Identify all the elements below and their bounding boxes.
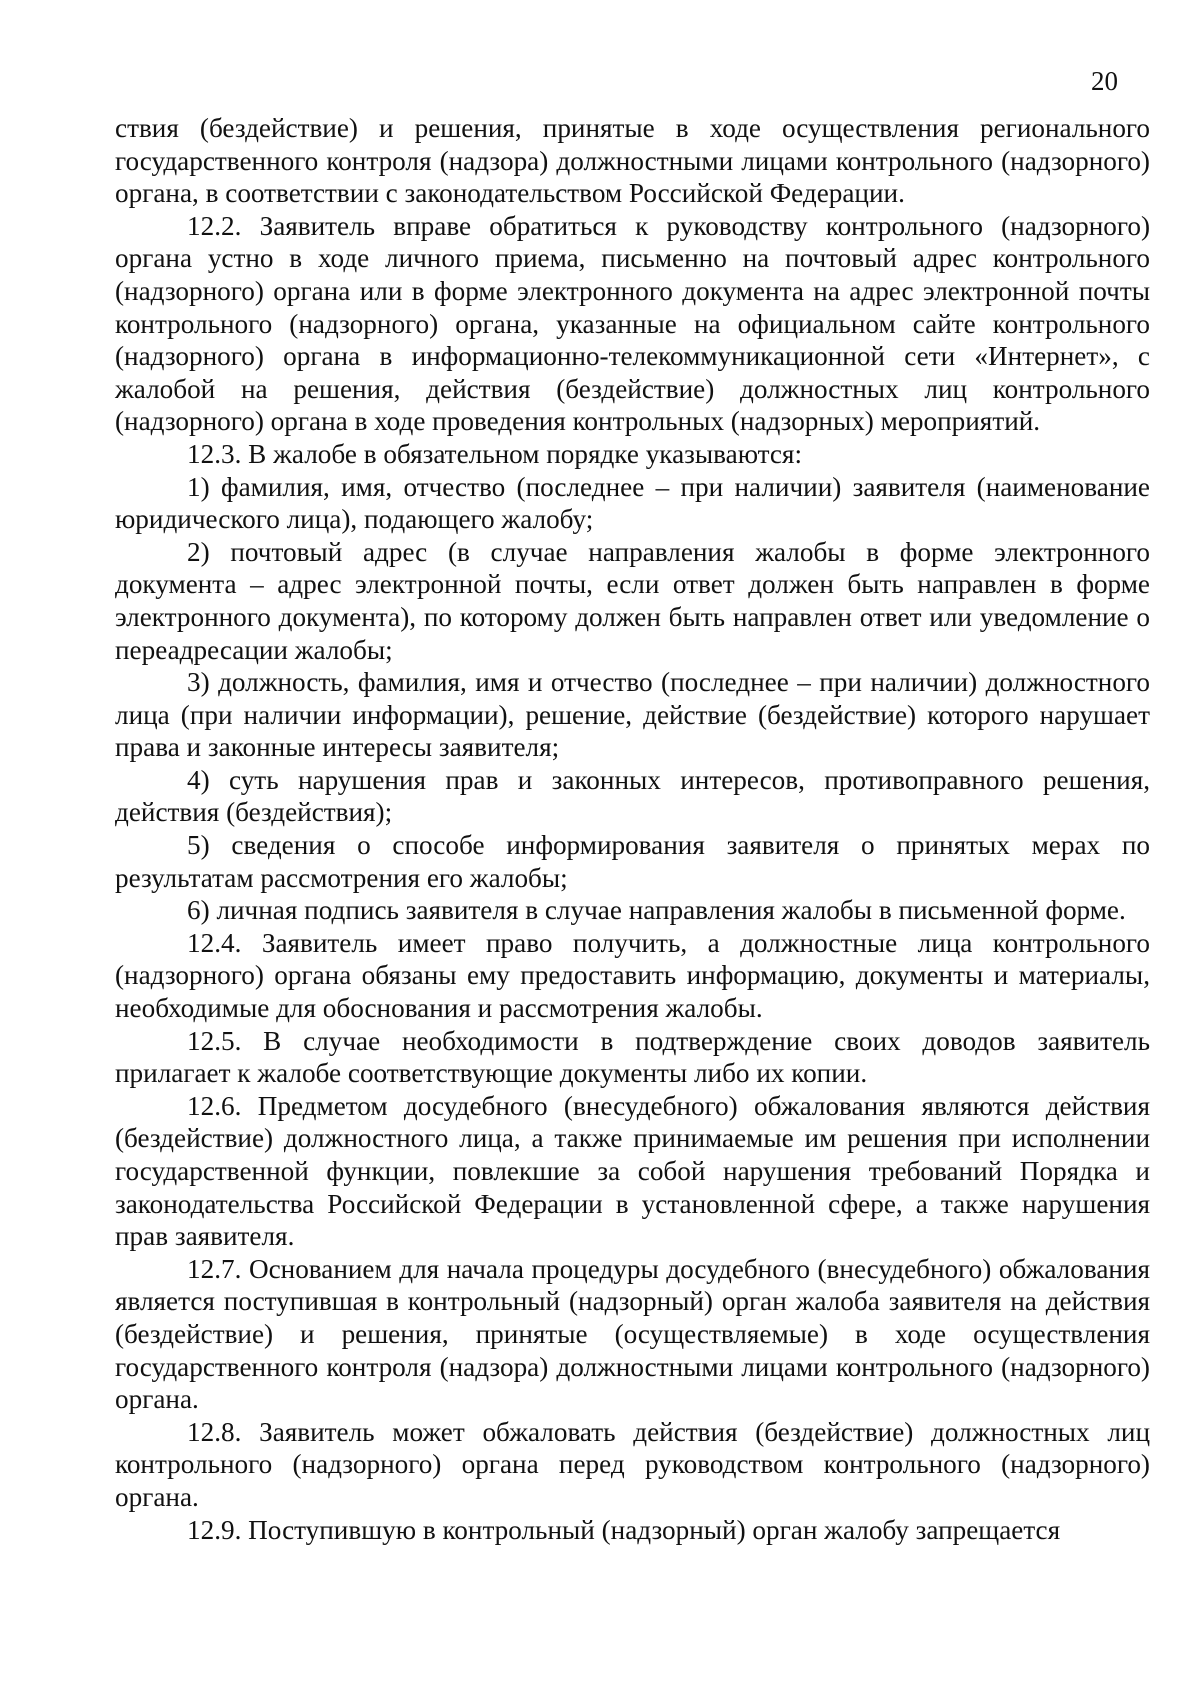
page-number: 20	[1091, 66, 1118, 96]
paragraph-12-7: 12.7. Основанием для начала процедуры досудебного (внесудебного) обжалования является поступившая в контрольный (надзорный) орган жалоба заявителя на действия (бездействие) и решения, принятые (осуществляемые) в ходе осуществления государственного контроля (надзора) должностными лицами контрольного (надзорного) органа.	[115, 1253, 1150, 1415]
paragraph-12-8: 12.8. Заявитель может обжаловать действия (бездействие) должностных лиц контрольного (надзорного) органа перед руководством контрольного (надзорного) органа.	[115, 1416, 1150, 1512]
list-item-4: 4) суть нарушения прав и законных интересов, противоправного решения, действия (бездействия);	[115, 764, 1150, 828]
paragraph-continuation: ствия (бездействие) и решения, принятые в ходе осуществления регионального государственного контроля (надзора) должностными лицами контрольного (надзорного) органа, в соответствии с законодательством Российской Федерации.	[115, 113, 1150, 209]
list-item-1: 1) фамилия, имя, отчество (последнее – при наличии) заявителя (наименование юридического лица), подающего жалобу;	[115, 471, 1150, 535]
list-item-2: 2) почтовый адрес (в случае направления жалобы в форме электронного документа – адрес электронной почты, если ответ должен быть направлен в форме электронного документа), по которому должен быть направлен ответ или уведомление о переадресации жалобы;	[115, 536, 1150, 665]
list-item-5: 5) сведения о способе информирования заявителя о принятых мерах по результатам рассмотрения его жалобы;	[115, 830, 1150, 893]
paragraph-12-5: 12.5. В случае необходимости в подтверждение своих доводов заявитель прилагает к жалобе соответствующие документы либо их копии.	[115, 1025, 1150, 1089]
paragraph-12-6: 12.6. Предметом досудебного (внесудебного) обжалования являются действия (бездействие) должностного лица, а также принимаемые им решения при исполнении государственной функции, повлекшие за собой нарушения требований Порядка и законодательства Российской Федерации в установленной сфере, а также нарушения прав заявителя.	[115, 1090, 1150, 1252]
paragraph-12-3: 12.3. В жалобе в обязательном порядке указываются:	[187, 438, 802, 469]
list-item-3: 3) должность, фамилия, имя и отчество (последнее – при наличии) должностного лица (при наличии информации), решение, действие (бездействие) которого нарушает права и законные интересы заявителя;	[115, 667, 1150, 763]
document-body	[115, 112, 1150, 1546]
paragraph-12-4: 12.4. Заявитель имеет право получить, а должностные лица контрольного (надзорного) органа обязаны ему предоставить информацию, документы и материалы, необходимые для обоснования и рассмотрения жалобы.	[115, 927, 1150, 1024]
paragraph-12-9: 12.9. Поступившую в контрольный (надзорный) орган жалобу запрещается	[187, 1514, 1061, 1545]
paragraph-12-2: 12.2. Заявитель вправе обратиться к руководству контрольного (надзорного) органа устно в ходе личного приема, письменно на почтовый адрес контрольного (надзорного) органа или в форме электронного документа на адрес электронной почты контрольного (надзорного) органа, указанные на официальном сайте контрольного (надзорного) органа в информационно-телекоммуникационной сети «Интернет», с жалобой на решения, действия (бездействие) должностных лиц контрольного (надзорного) органа в ходе проведения контрольных (надзорных) мероприятий.	[115, 210, 1150, 437]
list-item-6: 6) личная подпись заявителя в случае направления жалобы в письменной форме.	[187, 895, 1126, 926]
